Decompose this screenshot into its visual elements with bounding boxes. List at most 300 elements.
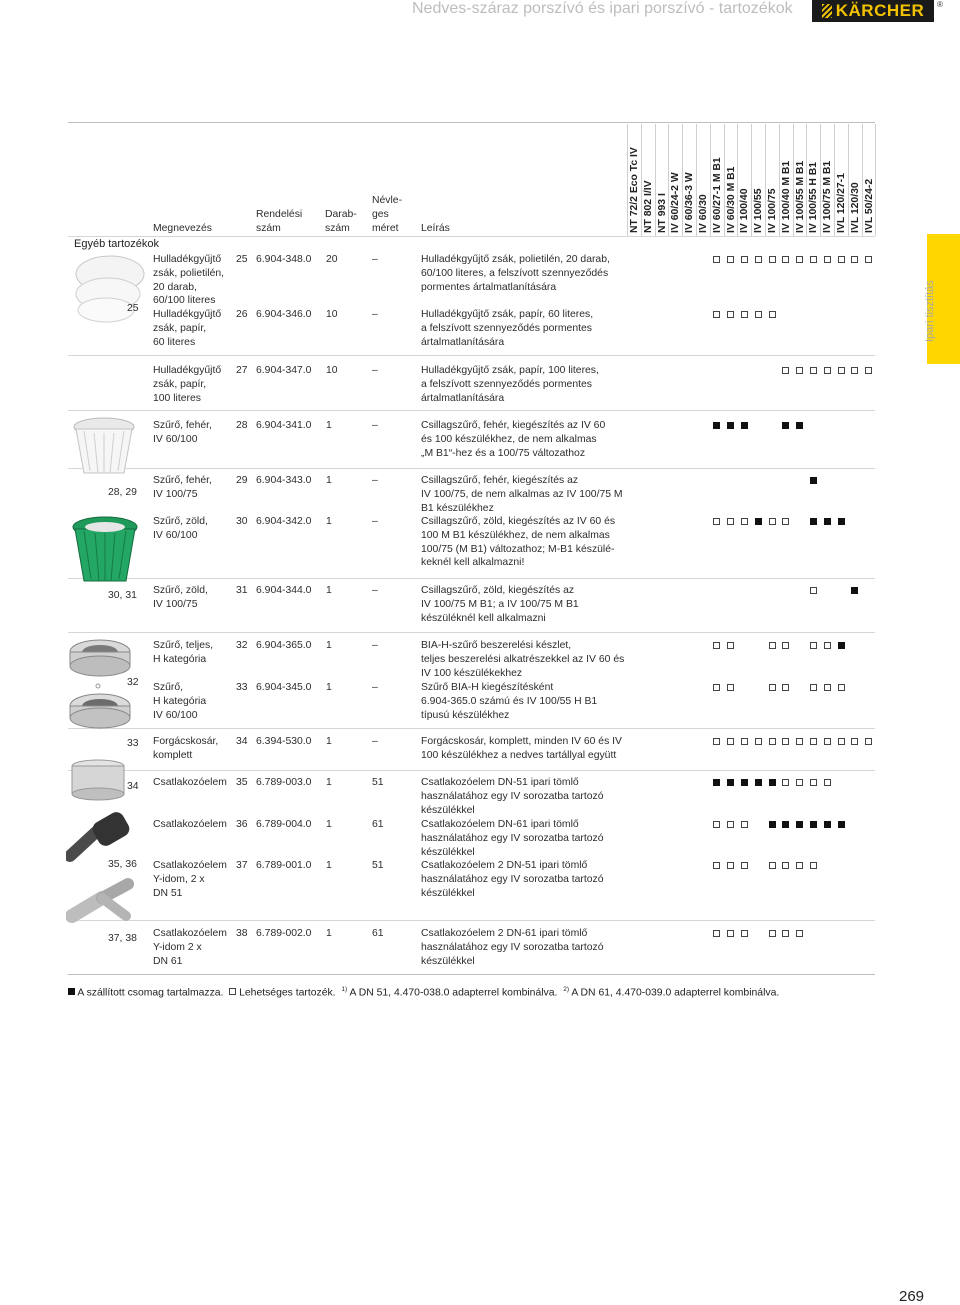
description-line: Csillagszűrő, fehér, kiegészítés az <box>421 475 579 486</box>
optional-mark <box>810 862 817 869</box>
description-line: Forgácskosár, komplett, minden IV 60 és IV <box>421 736 622 747</box>
model-column-divider <box>793 124 794 236</box>
optional-mark <box>769 684 776 691</box>
item-number: 36 <box>236 819 248 830</box>
model-column-divider <box>834 124 835 236</box>
table-top-rule <box>68 122 875 123</box>
item-name-line: Szűrő, fehér, <box>153 475 212 486</box>
model-column-header: NT 72/2 Eco Tc IV <box>629 147 640 233</box>
description-line: 100 M B1 készülékhez, de nem alkalmas <box>421 529 610 541</box>
included-mark <box>769 779 776 786</box>
item-number: 25 <box>236 254 248 265</box>
optional-mark <box>769 518 776 525</box>
footnote-2-mark: 2) <box>563 986 569 993</box>
quantity: 1 <box>326 516 332 527</box>
quantity: 1 <box>326 420 332 431</box>
quantity: 20 <box>326 254 338 265</box>
optional-mark <box>713 684 720 691</box>
order-number: 6.904-342.0 <box>256 516 312 527</box>
optional-mark <box>755 311 762 318</box>
nominal-size: 51 <box>372 777 384 788</box>
optional-mark <box>851 738 858 745</box>
quantity: 1 <box>326 585 332 596</box>
optional-mark <box>782 862 789 869</box>
item-name-line: DN 61 <box>153 955 183 967</box>
figure-label: 37, 38 <box>108 933 137 944</box>
optional-mark <box>782 738 789 745</box>
included-mark <box>796 821 803 828</box>
description-line: Szűrő BIA-H kiegészítésként <box>421 682 554 693</box>
nominal-size: – <box>372 516 378 527</box>
logo-stripe-icon <box>822 4 832 18</box>
optional-mark <box>824 779 831 786</box>
included-mark <box>810 821 817 828</box>
model-column-header: IV 60/30 <box>698 194 709 233</box>
item-name-line: Csatlakozóelem <box>153 777 227 788</box>
optional-mark <box>810 587 817 594</box>
optional-mark <box>741 256 748 263</box>
included-mark <box>838 821 845 828</box>
item-number: 31 <box>236 585 248 596</box>
model-column-header: IV 100/55 H B1 <box>808 161 820 233</box>
figure-label: 25 <box>127 303 139 314</box>
item-name-line: Csatlakozóelem <box>153 928 227 939</box>
description-line: Csatlakozóelem DN-51 ipari tömlő <box>421 777 579 788</box>
item-number: 37 <box>236 860 248 871</box>
optional-mark <box>810 367 817 374</box>
included-mark <box>755 518 762 525</box>
small-circle-icon <box>94 682 102 690</box>
row-sep-rule <box>68 410 875 411</box>
model-column-divider <box>862 124 863 236</box>
optional-mark <box>810 738 817 745</box>
optional-mark <box>838 684 845 691</box>
optional-mark <box>727 311 734 318</box>
optional-mark <box>741 930 748 937</box>
description-line: használatához egy IV sorozatba tartozó <box>421 832 604 844</box>
item-name-line: Y-idom 2 x <box>153 941 202 953</box>
optional-mark <box>713 930 720 937</box>
included-mark <box>727 422 734 429</box>
model-column-divider <box>655 124 656 236</box>
item-number: 29 <box>236 475 248 486</box>
optional-mark <box>796 930 803 937</box>
model-column-header: IVL 120/30 <box>849 182 861 233</box>
nominal-size: – <box>372 420 378 431</box>
optional-mark <box>727 862 734 869</box>
description-line: keknél kell alkalmazni! <box>421 557 525 569</box>
model-column-divider <box>710 124 711 236</box>
footnote-1-text: A DN 51, 4.470-038.0 adapterrel kombinálva. <box>349 987 558 999</box>
item-name-line: 60 literes <box>153 336 196 348</box>
nominal-size: – <box>372 475 378 486</box>
white-star-filter-image <box>66 415 142 479</box>
model-column-header: IVL 50/24-2 <box>863 178 875 233</box>
included-mark <box>838 518 845 525</box>
optional-mark <box>727 256 734 263</box>
included-mark <box>727 779 734 786</box>
description-line: használatához egy IV sorozatba tartozó <box>421 941 604 953</box>
nominal-size: 61 <box>372 928 384 939</box>
description-line: Csatlakozóelem 2 DN-51 ipari tömlő <box>421 860 588 871</box>
included-mark <box>796 422 803 429</box>
optional-mark <box>727 821 734 828</box>
side-tab-label: Ipari tisztítás <box>924 280 936 342</box>
model-column-header: IV 100/75 <box>767 188 778 233</box>
optional-mark <box>782 930 789 937</box>
col-header-qty-2: szám <box>325 223 350 234</box>
description-line: Csatlakozóelem 2 DN-61 ipari tömlő <box>421 928 588 939</box>
model-column-header: IV 60/27-1 M B1 <box>711 157 723 233</box>
quantity: 1 <box>326 475 332 486</box>
model-column-header: IV 60/30 M B1 <box>725 166 737 233</box>
item-number: 30 <box>236 516 248 527</box>
order-number: 6.789-001.0 <box>256 860 312 871</box>
optional-mark <box>755 256 762 263</box>
nominal-size: 61 <box>372 819 384 830</box>
optional-mark <box>824 256 831 263</box>
order-number: 6.789-003.0 <box>256 777 312 788</box>
optional-mark <box>782 367 789 374</box>
description-line: BIA-H-szűrő beszerelési készlet, <box>421 640 572 651</box>
item-name-line: 100 literes <box>153 392 201 404</box>
item-number: 33 <box>236 682 248 693</box>
optional-mark <box>838 367 845 374</box>
item-name-line: H kategória <box>153 653 207 665</box>
col-header-size-1: Névle- <box>372 195 403 206</box>
item-name-line: Szűrő, teljes, <box>153 640 214 651</box>
col-header-size-2: ges <box>372 209 389 220</box>
order-number: 6.394-530.0 <box>256 736 312 747</box>
item-name-line: zsák, papír, <box>153 378 207 390</box>
legend-footnote <box>68 986 779 998</box>
description-line: készülékkel <box>421 846 475 858</box>
col-header-qty-1: Darab- <box>325 209 357 220</box>
item-name-line: Szűrő, zöld, <box>153 516 208 527</box>
optional-mark <box>741 518 748 525</box>
included-mark <box>824 518 831 525</box>
model-column-divider <box>751 124 752 236</box>
model-column-divider <box>641 124 642 236</box>
optional-mark <box>769 738 776 745</box>
model-column-header: IV 60/36-3 W <box>684 172 696 233</box>
description-line: ártalmatlanítására <box>421 392 505 404</box>
optional-mark <box>713 256 720 263</box>
h-filter-set-image <box>66 636 134 682</box>
quantity: 1 <box>326 819 332 830</box>
optional-mark <box>796 256 803 263</box>
item-name-line: DN 51 <box>153 887 183 899</box>
quantity: 1 <box>326 682 332 693</box>
optional-mark <box>865 738 872 745</box>
row-sep-rule <box>68 578 875 579</box>
optional-mark <box>769 642 776 649</box>
optional-mark <box>741 738 748 745</box>
model-column-header: NT 993 I <box>656 193 668 233</box>
description-line: Csatlakozóelem DN-61 ipari tömlő <box>421 819 579 830</box>
description-line: készülékkel <box>421 887 475 899</box>
model-column-divider <box>737 124 738 236</box>
col-header-desc: Leírás <box>421 223 450 234</box>
included-mark <box>755 779 762 786</box>
description-line: teljes beszerelési alkatrészekkel az IV 60 és <box>421 653 625 665</box>
model-column-header: IV 100/40 <box>739 188 751 233</box>
model-column-divider <box>765 124 766 236</box>
optional-mark <box>727 684 734 691</box>
legend-open-text: Lehetséges tartozék. <box>239 987 336 999</box>
item-number: 38 <box>236 928 248 939</box>
quantity: 1 <box>326 928 332 939</box>
order-number: 6.904-344.0 <box>256 585 312 596</box>
item-name-line: Y-idom, 2 x <box>153 873 205 885</box>
model-column-divider <box>696 124 697 236</box>
item-name-line: IV 60/100 <box>153 529 198 541</box>
optional-mark <box>727 642 734 649</box>
model-column-divider <box>627 124 628 236</box>
green-star-filter-image <box>66 515 144 589</box>
nominal-size: – <box>372 365 378 376</box>
description-line: IV 100/75, de nem alkalmas az IV 100/75 M <box>421 488 623 500</box>
included-mark <box>851 587 858 594</box>
table-bottom-rule <box>68 974 875 975</box>
model-column-header: IV 60/24-2 W <box>670 172 682 233</box>
model-column-divider <box>820 124 821 236</box>
item-name-line: Forgácskosár, <box>153 736 219 747</box>
col-header-name: Megnevezés <box>153 223 212 234</box>
footnote-1-mark: 1) <box>341 986 348 993</box>
nominal-size: 51 <box>372 860 384 871</box>
optional-mark <box>838 256 845 263</box>
optional-mark <box>810 779 817 786</box>
item-name-line: H kategória <box>153 695 207 707</box>
item-name-line: komplett <box>153 749 193 761</box>
item-name-line: Csatlakozóelem <box>153 819 227 830</box>
item-name-line: Hulladékgyűjtő <box>153 365 222 376</box>
y-connector-image <box>66 876 134 926</box>
order-number: 6.789-004.0 <box>256 819 312 830</box>
item-name-line: zsák, polietilén, <box>153 267 225 279</box>
quantity: 1 <box>326 777 332 788</box>
group-title: Egyéb tartozékok <box>74 238 159 250</box>
logo-text: KÄRCHER <box>835 1 925 20</box>
description-line: Csillagszűrő, zöld, kiegészítés az IV 60 és <box>421 516 616 527</box>
row-sep-rule <box>68 728 875 729</box>
nominal-size: – <box>372 309 378 320</box>
quantity: 1 <box>326 860 332 871</box>
nominal-size: – <box>372 682 378 693</box>
figure-label: 34 <box>127 781 139 792</box>
optional-mark <box>824 738 831 745</box>
optional-mark <box>810 256 817 263</box>
nominal-size: – <box>372 585 378 596</box>
filled-square-icon <box>68 988 75 995</box>
optional-mark <box>713 821 720 828</box>
optional-mark <box>810 684 817 691</box>
optional-mark <box>713 862 720 869</box>
item-name-line: Hulladékgyűjtő <box>153 309 222 320</box>
item-number: 32 <box>236 640 248 651</box>
model-column-divider <box>668 124 669 236</box>
optional-mark <box>851 256 858 263</box>
model-column-header: IV 100/55 M B1 <box>794 160 806 233</box>
included-mark <box>713 422 720 429</box>
model-column-header: IV 100/75 M B1 <box>822 160 834 233</box>
item-name-line: IV 100/75 <box>153 488 198 500</box>
optional-mark <box>796 738 803 745</box>
model-column-divider <box>875 124 876 236</box>
included-mark <box>810 518 817 525</box>
description-line: Hulladékgyűjtő zsák, papír, 60 literes, <box>421 309 594 320</box>
description-line: 6.904-365.0 számú és IV 100/55 H B1 <box>421 695 598 707</box>
quantity: 1 <box>326 736 332 747</box>
description-line: Hulladékgyűjtő zsák, papír, 100 literes, <box>421 365 599 376</box>
figure-label: 33 <box>127 738 139 749</box>
optional-mark <box>741 311 748 318</box>
figure-label: 35, 36 <box>108 859 137 870</box>
optional-mark <box>713 738 720 745</box>
optional-mark <box>796 779 803 786</box>
optional-mark <box>824 642 831 649</box>
included-mark <box>824 821 831 828</box>
model-column-divider <box>848 124 849 236</box>
optional-mark <box>851 367 858 374</box>
item-number: 27 <box>236 365 248 376</box>
figure-label: 28, 29 <box>108 487 137 498</box>
order-number: 6.904-365.0 <box>256 640 312 651</box>
page-number: 269 <box>899 1288 925 1305</box>
quantity: 10 <box>326 309 338 320</box>
optional-mark <box>713 311 720 318</box>
optional-mark <box>769 930 776 937</box>
optional-mark <box>865 256 872 263</box>
description-line: „M B1“-hez és a 100/75 változathoz <box>421 447 586 459</box>
order-number: 6.904-346.0 <box>256 309 312 320</box>
chip-basket-image <box>68 758 130 804</box>
optional-mark <box>782 256 789 263</box>
model-column-header: IV 100/55 <box>753 188 765 233</box>
legend-filled-text: A szállított csomag tartalmazza. <box>77 987 224 999</box>
order-number: 6.904-348.0 <box>256 254 312 265</box>
nominal-size: – <box>372 254 378 265</box>
row-sep-rule <box>68 355 875 356</box>
order-number: 6.789-002.0 <box>256 928 312 939</box>
item-name-line: IV 60/100 <box>153 433 198 445</box>
optional-mark <box>769 311 776 318</box>
optional-mark <box>796 862 803 869</box>
description-line: Csillagszűrő, fehér, kiegészítés az IV 60 <box>421 420 606 431</box>
model-column-divider <box>806 124 807 236</box>
open-square-icon <box>229 988 236 995</box>
connector-image <box>66 810 132 862</box>
optional-mark <box>713 642 720 649</box>
included-mark <box>769 821 776 828</box>
optional-mark <box>741 821 748 828</box>
optional-mark <box>782 642 789 649</box>
included-mark <box>782 821 789 828</box>
quantity: 10 <box>326 365 338 376</box>
nominal-size: – <box>372 736 378 747</box>
row-sep-rule <box>68 632 875 633</box>
registered-mark: ® <box>937 0 943 9</box>
order-number: 6.904-341.0 <box>256 420 312 431</box>
optional-mark <box>824 684 831 691</box>
col-header-order-2: szám <box>256 223 281 234</box>
item-name-line: Szűrő, zöld, <box>153 585 208 596</box>
optional-mark <box>727 518 734 525</box>
optional-mark <box>782 684 789 691</box>
description-line: 100 készülékhez a nedves tartállyal együtt <box>421 749 617 761</box>
col-header-size-3: méret <box>372 223 399 234</box>
description-line: 100/75 (M B1) változathoz; M-B1 készülé- <box>421 543 615 555</box>
optional-mark <box>741 862 748 869</box>
item-number: 26 <box>236 309 248 320</box>
item-name-line: IV 100/75 <box>153 598 198 610</box>
optional-mark <box>810 642 817 649</box>
item-name-line: Szűrő, <box>153 682 184 693</box>
included-mark <box>741 779 748 786</box>
description-line: használatához egy IV sorozatba tartozó <box>421 790 604 802</box>
included-mark <box>838 642 845 649</box>
figure-label: 30, 31 <box>108 590 137 601</box>
description-line: a felszívott szennyeződés pormentes <box>421 378 592 390</box>
row-sep-rule <box>68 920 875 921</box>
description-line: IV 100 készülékekhez <box>421 667 523 679</box>
figure-label: 32 <box>127 677 139 688</box>
included-mark <box>810 477 817 484</box>
description-line: ártalmatlanítására <box>421 336 505 348</box>
model-column-divider <box>682 124 683 236</box>
h-filter-image <box>66 690 134 736</box>
model-column-header: IVL 120/27-1 <box>836 173 847 233</box>
description-line: 60/100 literes, a felszívott szennyeződés <box>421 267 609 279</box>
order-number: 6.904-345.0 <box>256 682 312 693</box>
description-line: B1 készülékhez <box>421 502 494 514</box>
included-mark <box>713 779 720 786</box>
description-line: IV 100/75 M B1; a IV 100/75 M B1 <box>421 598 579 610</box>
optional-mark <box>713 518 720 525</box>
nominal-size: – <box>372 640 378 651</box>
optional-mark <box>769 862 776 869</box>
description-line: készülékkel <box>421 955 475 967</box>
optional-mark <box>865 367 872 374</box>
included-mark <box>741 422 748 429</box>
optional-mark <box>796 367 803 374</box>
item-name-line: 60/100 literes <box>153 295 216 307</box>
order-number: 6.904-347.0 <box>256 365 312 376</box>
item-name-line: 20 darab, <box>153 281 197 293</box>
description-line: Csillagszűrő, zöld, kiegészítés az <box>421 585 575 596</box>
optional-mark <box>782 518 789 525</box>
item-number: 35 <box>236 777 248 788</box>
optional-mark <box>755 738 762 745</box>
description-line: Hulladékgyűjtő zsák, polietilén, 20 darab, <box>421 254 610 265</box>
description-line: készüléknél kell alkalmazni <box>421 612 546 624</box>
model-column-divider <box>724 124 725 236</box>
optional-mark <box>727 738 734 745</box>
quantity: 1 <box>326 640 332 651</box>
order-number: 6.904-343.0 <box>256 475 312 486</box>
description-line: típusú készülékhez <box>421 709 510 721</box>
optional-mark <box>838 738 845 745</box>
col-header-order-1: Rendelési <box>256 209 303 220</box>
description-line: és 100 készülékhez, de nem alkalmas <box>421 433 597 445</box>
model-column-divider <box>779 124 780 236</box>
model-column-header: NT 802 I/IV <box>642 180 654 233</box>
included-mark <box>782 422 789 429</box>
group-rule <box>68 236 875 237</box>
item-name-line: Szűrő, fehér, <box>153 420 212 431</box>
description-line: pormentes ártalmatlanítására <box>421 281 557 293</box>
